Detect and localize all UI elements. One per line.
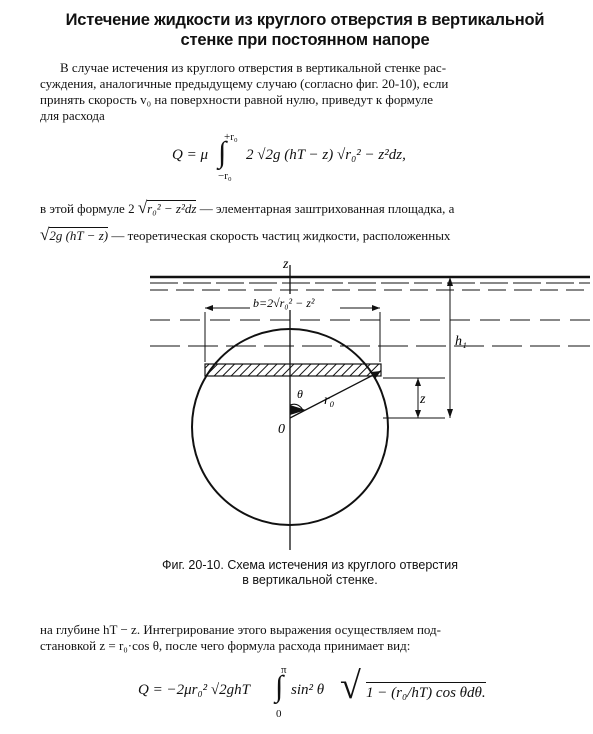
formula1-lhs: Q = μ [172,147,208,163]
paragraph-2 [40,200,580,244]
z-depth-label: z [420,392,426,407]
formula2-body: sin² θ [291,682,325,698]
title-line-2: стенке при постоянном напоре [180,31,430,49]
sqrt-icon: √ [137,198,148,217]
radius-label: r₀ [324,393,335,408]
theta-label: θ [297,387,303,401]
para1-line-3: принять скорость v₀ на поверхности равной нулю, приведут к формуле [40,92,434,107]
para3-line-1: на глубине hT − z. Интегрирование этого выражения осуществляем под- [40,622,441,637]
sqrt-icon: √ [40,225,50,244]
paragraph-1 [40,60,575,124]
caption-line-2: в вертикальной стенке. [242,573,378,587]
head-label: h₁ [455,334,467,349]
formula2-lhs: Q = −2μr₀² √2ghT [138,682,250,698]
formula2-upper-limit: π [281,664,287,676]
width-label: b=2√r₀² − z² [253,296,315,310]
para2-line-1 [40,200,580,217]
formula2-sqrt-body: 1 − (r₀/hT) cos θdθ. [366,682,486,702]
para2-prefix: в этой формуле 2 [40,201,135,216]
para1-line-2: суждения, аналогичные предыдущему случаю (согласно фиг. 20-10), если [40,76,449,91]
title-line-1: Истечение жидкости из круглого отверстия в вертикальной [65,11,545,29]
para2-suffix: — элементарная заштрихованная площадка, а [199,201,455,216]
para2-velocity-expr: 2g (hT − z) [49,228,109,243]
origin-label: 0 [278,422,285,437]
caption-line-1: Фиг. 20-10. Схема истечения из круглого отверстия [161,558,459,572]
section-title [60,10,550,50]
figure-20-10 [0,250,593,555]
formula1-lower-limit: −r₀ [218,170,232,182]
z-axis-label: z [283,257,289,272]
radius-line [290,371,381,418]
figure-caption [110,558,510,588]
paragraph-3 [40,622,580,654]
sqrt-icon: √ [340,665,361,707]
para1-line-1: В случае истечения из круглого отверстия в вертикальной стенке рас- [60,60,447,75]
formula2-lower-limit: 0 [276,708,282,720]
hatched-strip [205,364,381,376]
integral-sign: ∫ [275,670,284,703]
para1-line-4: для расхода [40,108,105,123]
para2-line-2 [40,227,580,244]
formula1-upper-limit: +r₀ [224,131,238,143]
para3-line-2: становкой z = r₀·cos θ, после чего формула расхода принимает вид: [40,638,411,653]
para2-line2-suffix: — теоретическая скорость частиц жидкости, расположенных [111,228,451,243]
formula1-body: 2 √2g (hT − z) √r₀² − z²dz, [246,147,406,163]
para2-sqrt-expr: r₀² − z²dz [147,201,197,216]
integral-sign: ∫ [218,136,227,169]
